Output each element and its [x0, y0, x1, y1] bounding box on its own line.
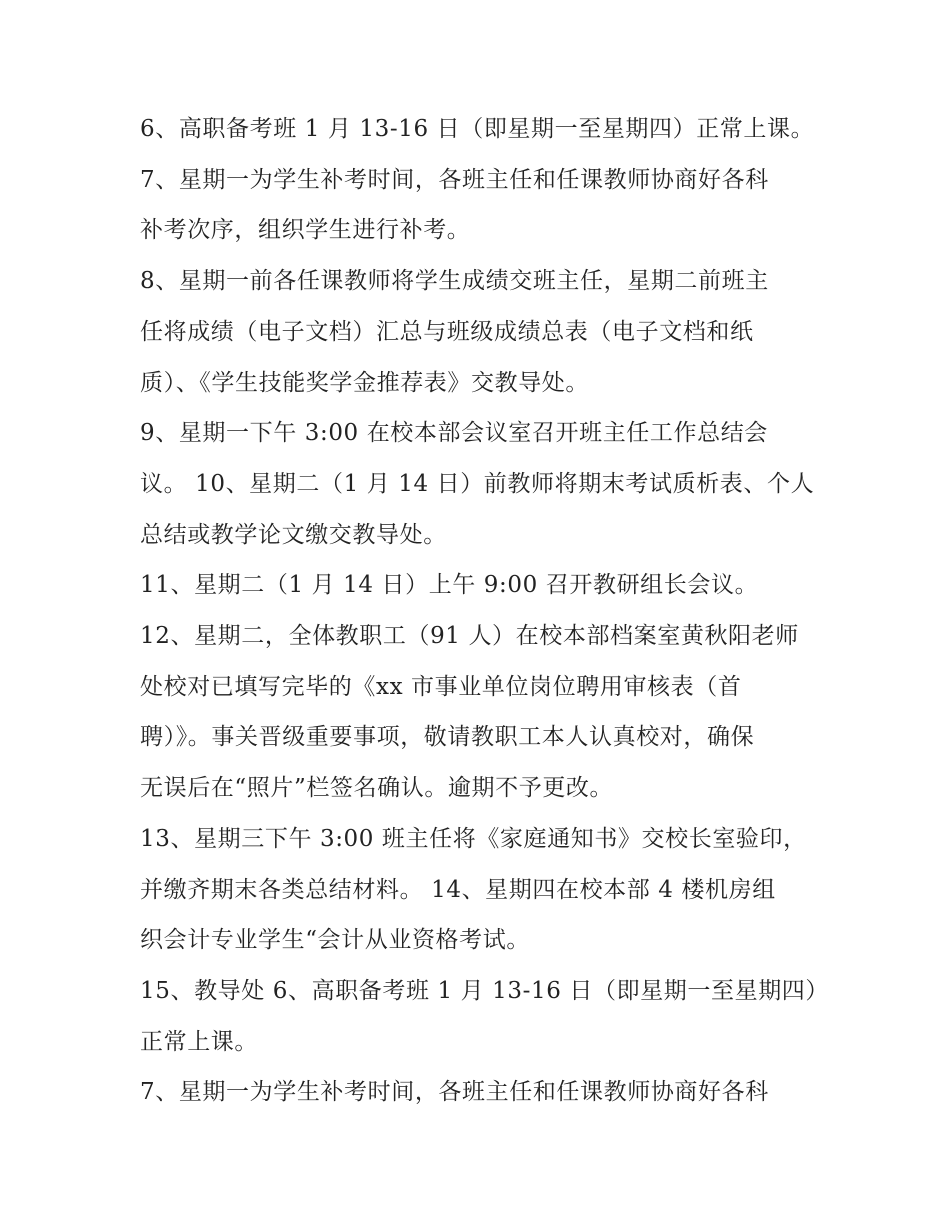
text-line: 议。 10、星期二（1 月 14 日）前教师将期末考试质析表、个人: [140, 470, 815, 497]
text-line: 7、星期一为学生补考时间，各班主任和任课教师协商好各科: [140, 1079, 769, 1106]
text-line: 8、星期一前各任课教师将学生成绩交班主任，星期二前班主: [140, 268, 769, 295]
text-line: 12、星期二，全体教职工（91 人）在校本部档案室黄秋阳老师: [140, 623, 799, 650]
text-line: 7、星期一为学生补考时间，各班主任和任课教师协商好各科: [140, 166, 769, 193]
paragraph-7-repeat: [140, 1067, 830, 1118]
text-line: 补考次序，组织学生进行补考。: [140, 217, 471, 244]
text-line: 任将成绩（电子文档）汇总与班级成绩总表（电子文档和纸: [140, 318, 754, 345]
text-line: 无误后在“照片”栏签名确认。逾期不予更改。: [140, 775, 614, 802]
text-line: 聘）》。事关晋级重要事项，敬请教职工本人认真校对，确保: [140, 724, 755, 751]
paragraph-6-schedule: [140, 104, 830, 155]
text-line: 质）、《学生技能奖学金推荐表》交教导处。: [140, 369, 589, 396]
text-line: 正常上课。: [140, 1028, 258, 1055]
text-line: 6、高职备考班 1 月 13-16 日（即星期一至星期四）正常上课。: [140, 116, 815, 142]
text-line: 并缴齐期末各类总结材料。 14、星期四在校本部 4 楼机房组: [140, 876, 776, 903]
paragraph-11-research-meeting: [140, 560, 830, 611]
text-line: 处校对已填写完毕的《xx 市事业单位岗位聘用审核表（首: [140, 673, 742, 700]
text-line: 15、教导处 6、高职备考班 1 月 13-16 日（即星期一至星期四）: [140, 977, 829, 1004]
paragraph-8-grades: [140, 256, 830, 408]
paragraph-15-academic-office: [140, 966, 830, 1067]
paragraph-7-makeup-exam: [140, 155, 830, 256]
text-line: 13、星期三下午 3:00 班主任将《家庭通知书》交校长室验印，: [140, 825, 807, 852]
paragraph-12-staff-review: [140, 611, 830, 814]
paragraph-13-14-notices: [140, 814, 830, 966]
paragraph-9-10-meeting: [140, 408, 830, 560]
text-line: 11、星期二（1 月 14 日）上午 9:00 召开教研组长会议。: [140, 572, 759, 599]
document-body: [140, 104, 830, 1118]
text-line: 9、星期一下午 3:00 在校本部会议室召开班主任工作总结会: [140, 420, 768, 447]
text-line: 织会计专业学生“会计从业资格考试。: [140, 927, 530, 954]
text-line: 总结或教学论文缴交教导处。: [140, 521, 447, 548]
